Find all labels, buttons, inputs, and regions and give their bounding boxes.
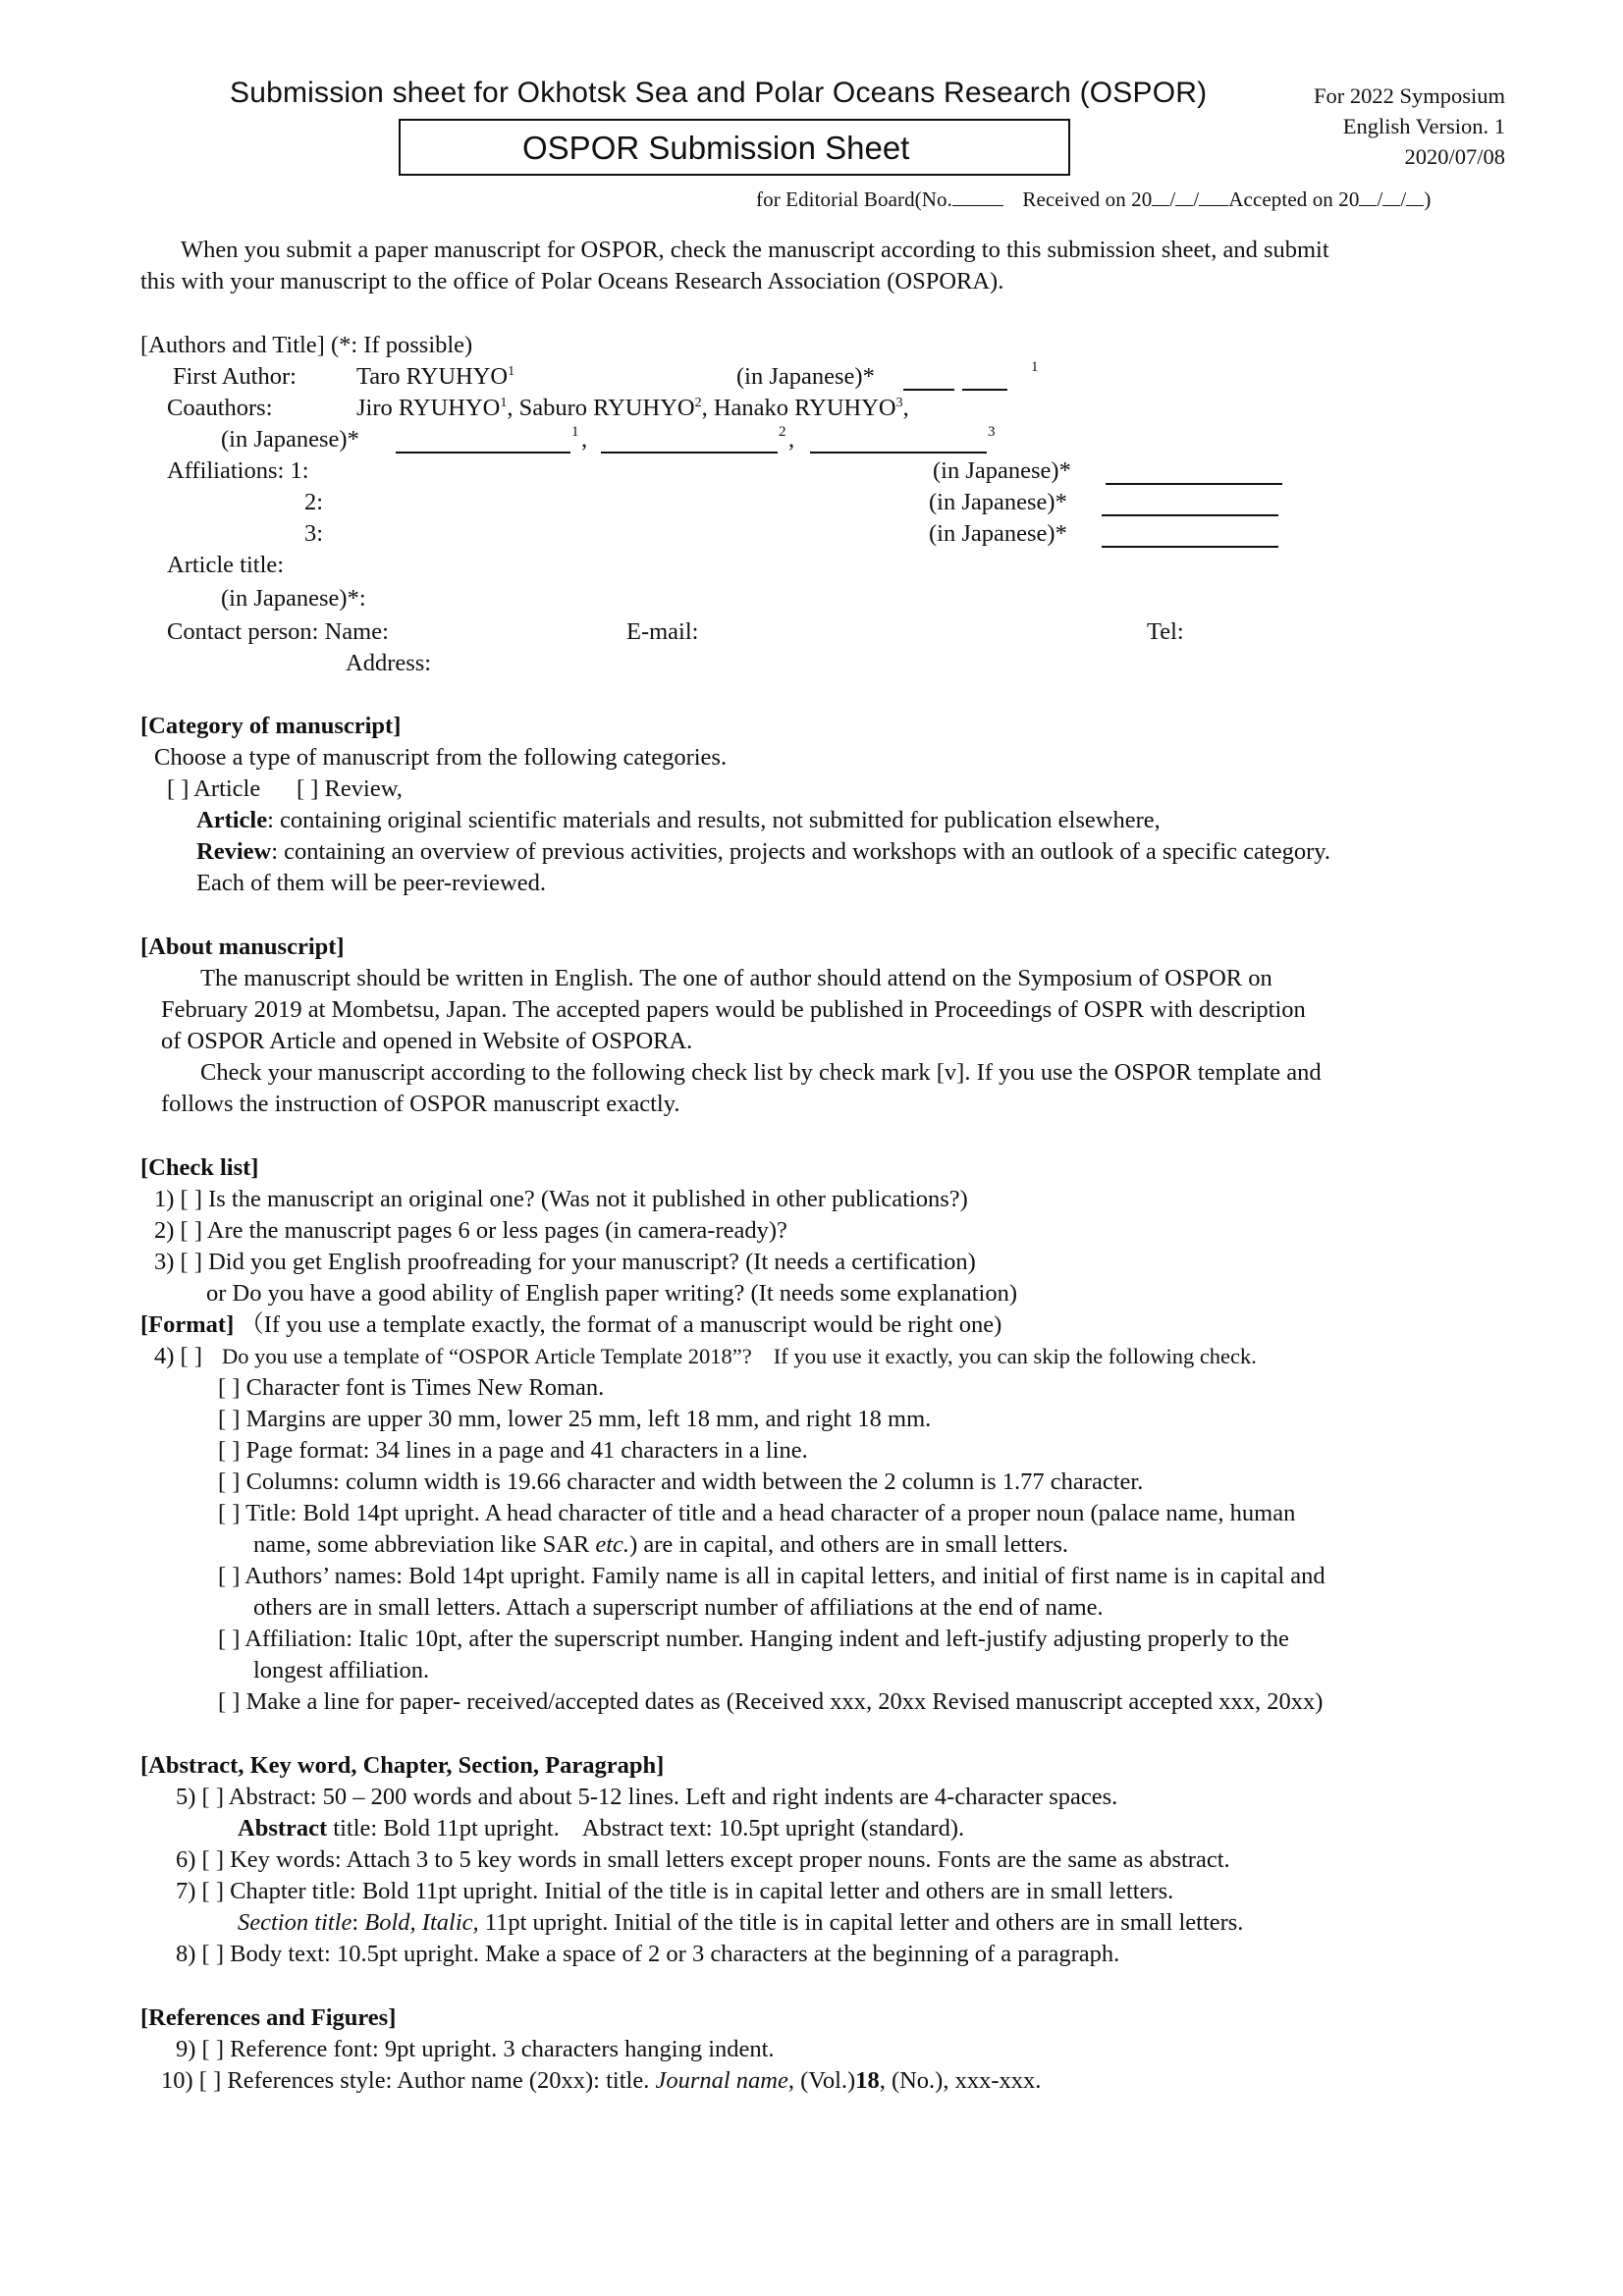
about-p2-line2: follows the instruction of OSPOR manuscript exactly. [161, 1091, 680, 1117]
item4-question: Do you use a template of “OSPOR Article Template 2018”? [221, 1344, 752, 1368]
article-title-label: Article title: [167, 552, 285, 578]
comma: , [581, 426, 588, 453]
affiliation-3-label: 3: [304, 520, 324, 547]
about-p2-line1: Check your manuscript according to the following check list by check mark [v]. If you use the OSPOR template and [200, 1059, 1322, 1086]
abstract-item-6[interactable]: 6) [ ] Key words: Attach 3 to 5 key words in small letters except proper nouns. Fonts are the same as abstract. [176, 1846, 1230, 1873]
colon: : [352, 1909, 365, 1936]
item10-c: , (Vol.) [787, 2067, 856, 2094]
references-heading: [References and Figures] [140, 2004, 397, 2031]
affiliation-1-japanese-label: (in Japanese)* [933, 457, 1071, 484]
document-title: Submission sheet for Okhotsk Sea and Polar Oceans Research (OSPOR) [230, 77, 1208, 109]
received-label: Received on 20 [1022, 187, 1153, 211]
format-sub-authors-l2: others are in small letters. Attach a superscript number of affiliations at the end of name. [253, 1594, 1104, 1621]
format-sub-margins[interactable]: [ ] Margins are upper 30 mm, lower 25 mm, left 18 mm, and right 18 mm. [218, 1406, 932, 1432]
item10-a: 10) [ ] References style: Author name (20xx): title. [161, 2067, 656, 2094]
format-sub-affiliation-l2: longest affiliation. [253, 1657, 430, 1683]
sub5-text-a: name, some abbreviation like SAR [253, 1531, 596, 1558]
format-item-4[interactable] [154, 1345, 1257, 1369]
format-sub-title-l1[interactable]: [ ] Title: Bold 14pt upright. A head character of title and a head character of a proper noun (palace name, human [218, 1500, 1296, 1526]
comma: , [788, 426, 795, 453]
received-year-blank[interactable] [1152, 187, 1169, 206]
intro-line-1: When you submit a paper manuscript for OSPOR, check the manuscript according to this submission sheet, and submit [181, 237, 1329, 263]
version-meta [1314, 80, 1505, 172]
article-desc: : containing original scientific materials and results, not submitted for publication elsewhere, [267, 807, 1161, 833]
affiliation-3-japanese-field[interactable] [1102, 546, 1278, 548]
sub5-text-c: ) are in capital, and others are in small letters. [629, 1531, 1069, 1558]
coauthor-2: , Saburo RYUHYO [507, 395, 695, 421]
journal-name: Journal name [655, 2067, 788, 2094]
intro-line-2: this with your manuscript to the office of Polar Oceans Research Association (OSPORA). [140, 268, 1004, 294]
checklist-item-3[interactable]: 3) [ ] Did you get English proofreading for your manuscript? (It needs a certification) [154, 1249, 976, 1275]
about-p1-line3: of OSPOR Article and opened in Website of OSPORA. [161, 1028, 693, 1054]
abstract-heading: [Abstract, Key word, Chapter, Section, Paragraph] [140, 1752, 665, 1779]
affiliation-1-japanese-field[interactable] [1106, 483, 1282, 485]
affiliation-superscript: 2 [694, 395, 702, 410]
category-intro: Choose a type of manuscript from the following categories. [154, 744, 728, 771]
item10-e: , (No.), xxx-xxx. [879, 2067, 1042, 2094]
symposium-year: For 2022 Symposium [1313, 83, 1505, 108]
first-author-name [356, 365, 514, 390]
section-title-rest: 11pt upright. Initial of the title is in capital letter and others are in small letters. [478, 1909, 1244, 1936]
affiliations-label: Affiliations: 1: [167, 457, 309, 484]
about-heading: [About manuscript] [140, 934, 345, 960]
abstract-item-7[interactable]: 7) [ ] Chapter title: Bold 11pt upright. Initial of the title is in capital letter and others are in small letters. [176, 1878, 1174, 1904]
coauthor-2-japanese-field[interactable] [601, 452, 778, 454]
received-day-blank[interactable] [1199, 187, 1228, 206]
coauthor-3-japanese-field[interactable] [810, 452, 987, 454]
date-separator: / [1400, 187, 1407, 211]
first-author-label: First Author: [173, 363, 297, 390]
abstract-item-7b [238, 1911, 1243, 1936]
checklist-heading: [Check list] [140, 1154, 259, 1181]
affiliation-2-label: 2: [304, 489, 324, 515]
review-definition [196, 840, 1330, 865]
received-month-blank[interactable] [1175, 187, 1193, 206]
format-sub-affiliation-l1[interactable]: [ ] Affiliation: Italic 10pt, after the superscript number. Hanging indent and left-justify adjusting properly to the [218, 1626, 1289, 1652]
format-sub-font[interactable]: [ ] Character font is Times New Roman. [218, 1374, 605, 1401]
email-label: E-mail: [626, 618, 699, 645]
affiliation-superscript: 3 [895, 395, 903, 410]
checklist-item-2[interactable]: 2) [ ] Are the manuscript pages 6 or less pages (in camera-ready)? [154, 1217, 787, 1244]
first-author-japanese-label: (in Japanese)* [736, 363, 875, 390]
coauthor-3-japanese-sup: 3 [988, 424, 996, 440]
coauthors-label: Coauthors: [167, 395, 273, 421]
checklist-item-1[interactable]: 1) [ ] Is the manuscript an original one? (Was not it published in other publications?) [154, 1186, 968, 1212]
authors-heading: [Authors and Title] (*: If possible) [140, 332, 473, 358]
first-author-japanese-field-a[interactable] [903, 389, 954, 391]
editorial-no-label: for Editorial Board(No. [756, 187, 952, 211]
format-sub-dates[interactable]: [ ] Make a line for paper- received/accepted dates as (Received xxx, 20xx Revised manuscript accepted xxx, 20xx) [218, 1688, 1324, 1715]
about-p1-line1: The manuscript should be written in English. The one of author should attend on the Symposium of OSPOR on [200, 965, 1272, 991]
category-options[interactable]: [ ] Article [ ] Review, [167, 775, 403, 802]
volume-number: 18 [855, 2067, 880, 2094]
coauthors-names [356, 397, 909, 421]
peer-review-note: Each of them will be peer-reviewed. [196, 870, 546, 896]
about-p1-line2: February 2019 at Mombetsu, Japan. The accepted papers would be published in Proceedings of OSPR with description [161, 996, 1306, 1023]
abstract-item-5[interactable]: 5) [ ] Abstract: 50 – 200 words and about 5-12 lines. Left and right indents are 4-character spaces. [176, 1784, 1118, 1810]
tel-label: Tel: [1147, 618, 1184, 645]
coauthor-2-japanese-sup: 2 [779, 424, 786, 440]
item4-checkbox[interactable]: 4) [ ] [154, 1343, 202, 1369]
sub5-etc: etc. [595, 1531, 630, 1558]
format-note: （If you use a template exactly, the format of a manuscript would be right one) [240, 1311, 1002, 1338]
format-heading: [Format] [140, 1311, 235, 1338]
first-author-text: Taro RYUHYO [356, 363, 509, 390]
first-author-japanese-field-b[interactable] [962, 389, 1007, 391]
format-sub-page[interactable]: [ ] Page format: 34 lines in a page and 41 characters in a line. [218, 1437, 808, 1464]
abstract-term: Abstract [238, 1815, 328, 1842]
item4-note: If you use it exactly, you can skip the following check. [773, 1344, 1257, 1368]
category-heading: [Category of manuscript] [140, 713, 402, 739]
format-sub-authors-l1[interactable]: [ ] Authors’ names: Bold 14pt upright. Family name is all in capital letters, and initial of first name is in capital and [218, 1563, 1325, 1589]
affiliation-2-japanese-label: (in Japanese)* [929, 489, 1067, 515]
coauthor-comma: , [902, 395, 909, 421]
format-sub-columns[interactable]: [ ] Columns: column width is 19.66 character and width between the 2 column is 1.77 character. [218, 1468, 1144, 1495]
date-separator: / [1193, 187, 1200, 211]
coauthors-japanese-label: (in Japanese)* [221, 426, 359, 453]
references-item-9[interactable]: 9) [ ] Reference font: 9pt upright. 3 characters hanging indent. [176, 2036, 775, 2062]
accepted-year-blank[interactable] [1359, 187, 1377, 206]
version-date: 2020/07/08 [1404, 144, 1505, 169]
affiliation-2-japanese-field[interactable] [1102, 514, 1278, 516]
first-author-japanese-sup: 1 [1031, 359, 1039, 375]
coauthor-3: , Hanako RYUHYO [701, 395, 896, 421]
abstract-rest: title: Bold 11pt upright. Abstract text: 10.5pt upright (standard). [327, 1815, 965, 1842]
section-title-term: Section title [238, 1909, 352, 1936]
bold-italic-text: Bold, Italic, [364, 1909, 479, 1936]
box-title: OSPOR Submission Sheet [522, 130, 910, 166]
version-label: English Version. 1 [1342, 114, 1505, 138]
review-term: Review [196, 838, 272, 865]
address-label: Address: [346, 650, 432, 676]
format-sub-title-l2 [253, 1533, 1068, 1558]
affiliation-3-japanese-label: (in Japanese)* [929, 520, 1067, 547]
article-title-japanese-label: (in Japanese)*: [221, 585, 366, 612]
editorial-no-blank[interactable] [952, 187, 1003, 206]
article-definition [196, 809, 1161, 833]
abstract-item-5b [238, 1817, 964, 1842]
date-separator: / [1169, 187, 1176, 211]
format-heading-line [140, 1313, 1001, 1338]
accepted-label: Accepted on 20 [1228, 187, 1360, 211]
abstract-item-8[interactable]: 8) [ ] Body text: 10.5pt upright. Make a space of 2 or 3 characters at the beginning of a paragraph. [176, 1941, 1120, 1967]
accepted-month-blank[interactable] [1382, 187, 1400, 206]
affiliation-superscript: 1 [500, 395, 508, 410]
closing-paren: ) [1424, 187, 1432, 211]
contact-name-label: Contact person: Name: [167, 618, 389, 645]
affiliation-superscript: 1 [508, 363, 515, 379]
article-term: Article [196, 807, 268, 833]
references-item-10[interactable] [161, 2069, 1041, 2094]
review-desc: : containing an overview of previous activities, projects and workshops with an outlook of a specific category. [271, 838, 1331, 865]
date-separator: / [1377, 187, 1383, 211]
coauthor-1-japanese-field[interactable] [396, 452, 570, 454]
checklist-item-3b: or Do you have a good ability of English paper writing? (It needs some explanation) [206, 1280, 1017, 1307]
editorial-board-line [756, 187, 1431, 212]
coauthor-1-japanese-sup: 1 [571, 424, 579, 440]
accepted-day-blank[interactable] [1406, 187, 1424, 206]
coauthor-1: Jiro RYUHYO [356, 395, 501, 421]
